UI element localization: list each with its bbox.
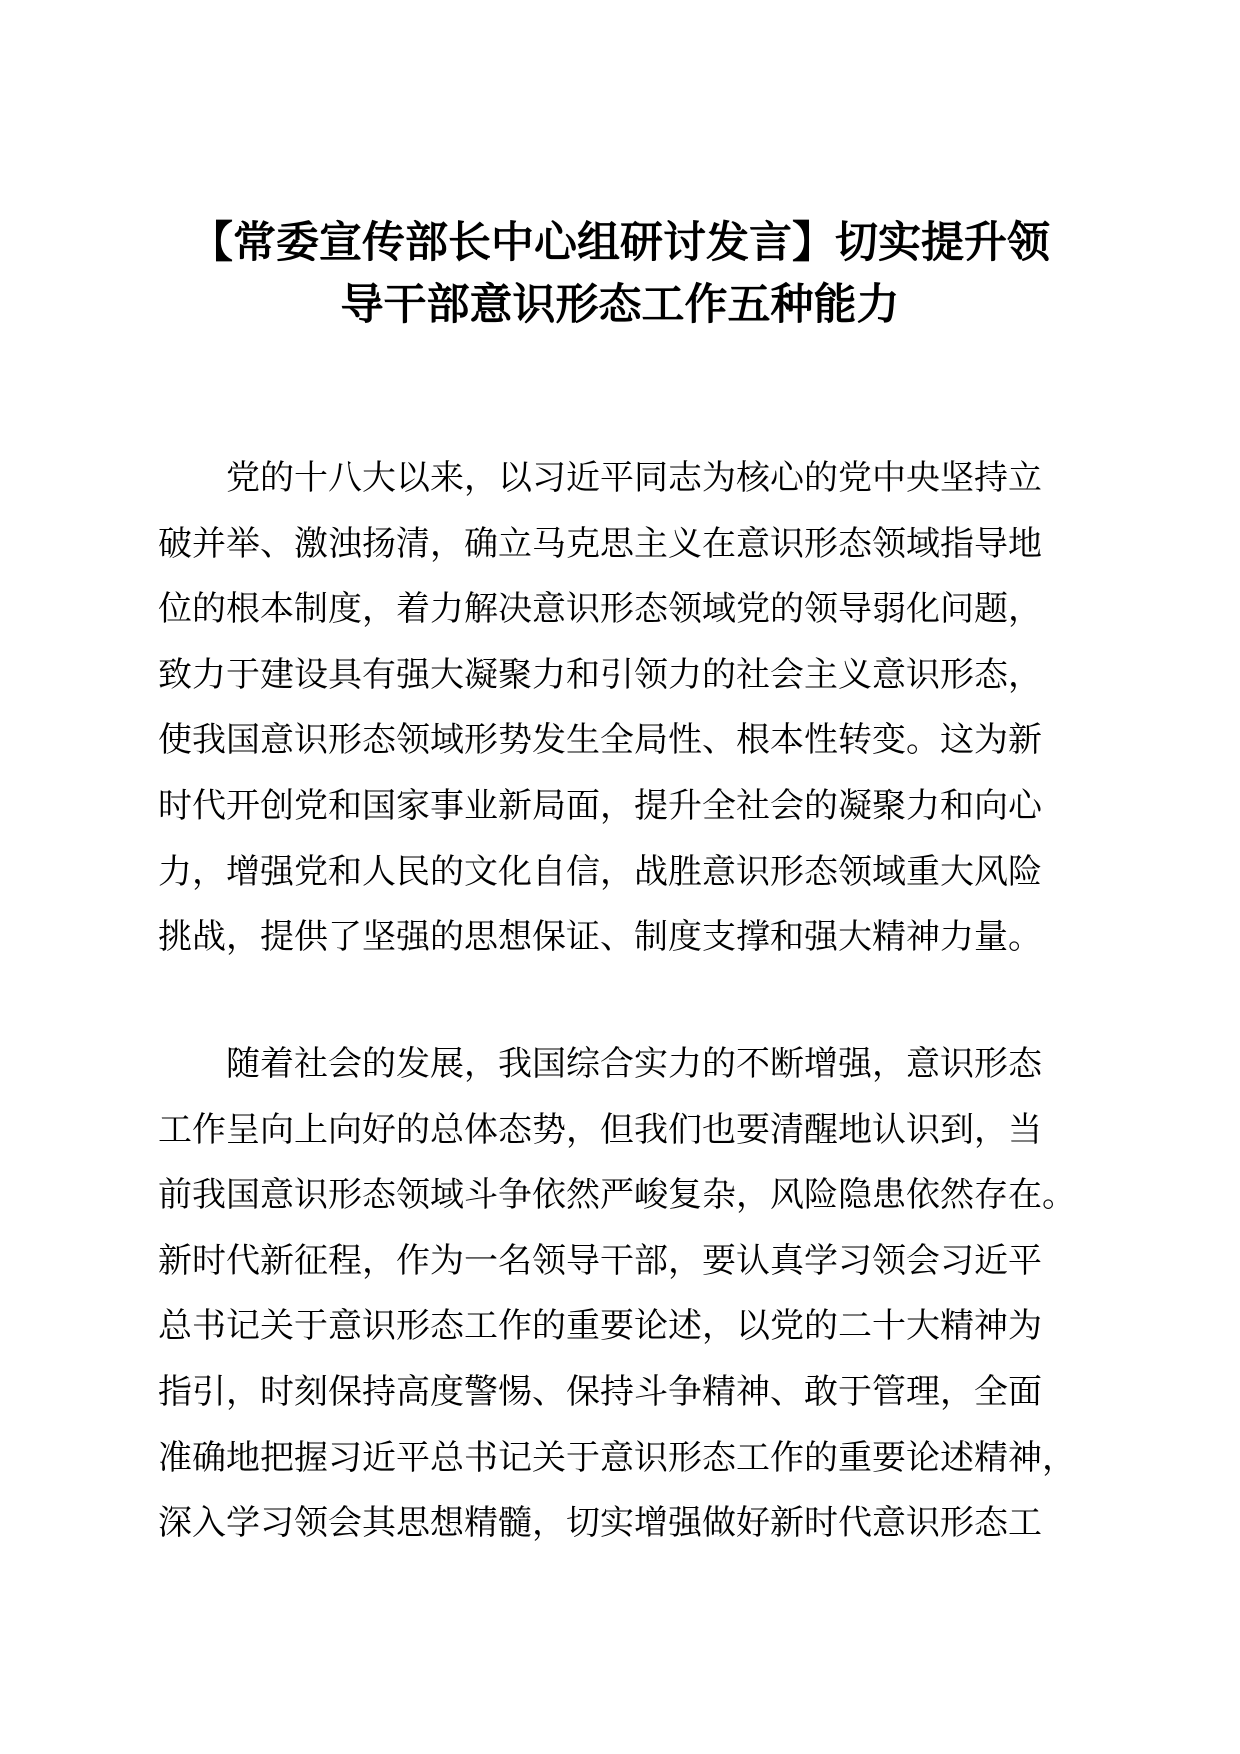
paragraph-line: 前我国意识形态领域斗争依然严峻复杂，风险隐患依然存在。 [158,1175,1076,1216]
paragraph-line: 总书记关于意识形态工作的重要论述，以党的二十大精神为 [158,1306,1042,1347]
paragraph-line: 力，增强党和人民的文化自信，战胜意识形态领域重大风险 [158,851,1042,892]
paragraph-line: 新时代新征程，作为一名领导干部，要认真学习领会习近平 [158,1240,1042,1281]
paragraph-line: 致力于建设具有强大凝聚力和引领力的社会主义意识形态， [158,654,1042,695]
paragraph-line: 使我国意识形态领域形势发生全局性、根本性转变。这为新 [158,720,1042,761]
title-line: 【常委宣传部长中心组研讨发言】切实提升领 [190,218,1050,268]
paragraph-line: 深入学习领会其思想精髓，切实增强做好新时代意识形态工 [158,1503,1042,1544]
paragraph-line: 随着社会的发展，我国综合实力的不断增强，意识形态 [226,1044,1042,1084]
paragraph-line: 挑战，提供了坚强的思想保证、制度支撑和强大精神力量。 [158,917,1042,958]
paragraph-line: 位的根本制度，着力解决意识形态领域党的领导弱化问题， [158,589,1042,630]
paragraph-line: 党的十八大以来，以习近平同志为核心的党中央坚持立 [226,458,1042,498]
paragraph-line: 时代开创党和国家事业新局面，提升全社会的凝聚力和向心 [158,785,1042,826]
paragraph-line: 工作呈向上向好的总体态势，但我们也要清醒地认识到，当 [158,1109,1042,1150]
paragraph-line: 破并举、激浊扬清，确立马克思主义在意识形态领域指导地 [158,523,1042,564]
paragraph-1 [158,446,1088,971]
document-title [150,212,1090,336]
paragraph-line: 指引，时刻保持高度警惕、保持斗争精神、敢于管理，全面 [158,1371,1042,1412]
paragraph-2 [158,1032,1088,1557]
paragraph-line: 准确地把握习近平总书记关于意识形态工作的重要论述精神， [158,1437,1076,1478]
title-line: 导干部意识形态工作五种能力 [340,280,900,330]
